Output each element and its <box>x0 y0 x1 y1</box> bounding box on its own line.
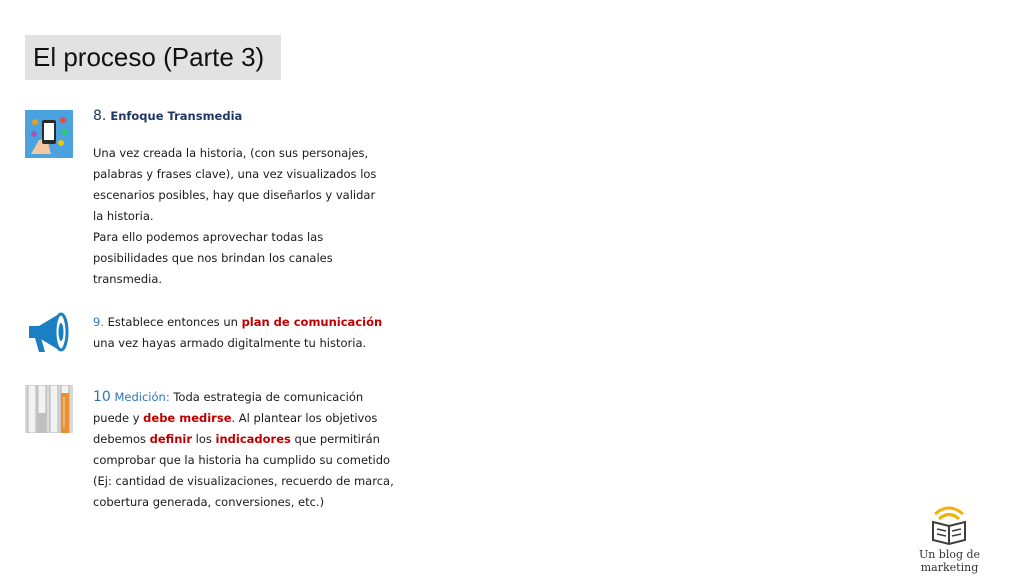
section-10-text: puede y <box>93 411 144 425</box>
section-9-text: Establece entonces un <box>103 315 242 329</box>
section-10-line-4: comprobar que la historia ha cumplido su cometido <box>93 453 391 467</box>
section-10-highlight: definir <box>149 432 192 446</box>
megaphone-icon <box>25 308 73 356</box>
section-10-text: que permitirán <box>290 432 380 446</box>
section-8-line: posibilidades que nos brindan los canales <box>93 251 333 265</box>
section-10-highlight: debe medirse <box>143 411 232 425</box>
blog-logo <box>897 500 1002 574</box>
section-9-line-2: una vez hayas armado digitalmente tu historia. <box>93 336 367 350</box>
section-10-highlight: indicadores <box>215 432 291 446</box>
section-10-text: debemos <box>93 432 150 446</box>
test-tubes-icon <box>25 385 73 433</box>
section-8-line: Una vez creada la historia, (con sus personajes, <box>93 146 369 160</box>
section-8-line: palabras y frases clave), una vez visualizados los <box>93 167 377 181</box>
section-10-line-5: (Ej: cantidad de visualizaciones, recuerdo de marca, <box>93 474 394 488</box>
section-10-line-1 <box>93 387 394 408</box>
section-9-number: 9. <box>93 315 104 329</box>
section-10-text: Toda estrategia de comunicación <box>169 390 364 404</box>
section-8-line: la historia. <box>93 209 154 223</box>
section-8-line: transmedia. <box>93 272 163 286</box>
smartphone-apps-icon <box>25 110 73 158</box>
section-10-line-6: cobertura generada, conversiones, etc.) <box>93 495 325 509</box>
section-8-heading: Enfoque Transmedia <box>110 109 243 123</box>
section-9 <box>93 312 382 354</box>
section-8-header <box>93 106 242 127</box>
section-10 <box>93 387 394 513</box>
section-9-highlight: plan de comunicación <box>241 315 383 329</box>
section-8 <box>93 106 242 127</box>
section-10-line-3 <box>93 429 394 450</box>
section-9-line-1 <box>93 312 382 333</box>
section-10-line-2 <box>93 408 394 429</box>
section-8-number: 8. <box>93 108 107 124</box>
logo-text: Un blog de marketing <box>918 548 981 574</box>
section-10-text: . Al plantear los objetivos <box>231 411 378 425</box>
section-10-text: los <box>192 432 216 446</box>
section-10-number: 10 <box>93 389 111 405</box>
section-8-line: Para ello podemos aprovechar todas las <box>93 230 324 244</box>
section-10-label: Medición: <box>110 390 170 404</box>
section-8-body <box>93 143 376 290</box>
book-wifi-icon <box>897 500 1002 546</box>
section-8-line: escenarios posibles, hay que diseñarlos y validar <box>93 188 376 202</box>
page-title: El proceso (Parte 3) <box>25 35 281 80</box>
